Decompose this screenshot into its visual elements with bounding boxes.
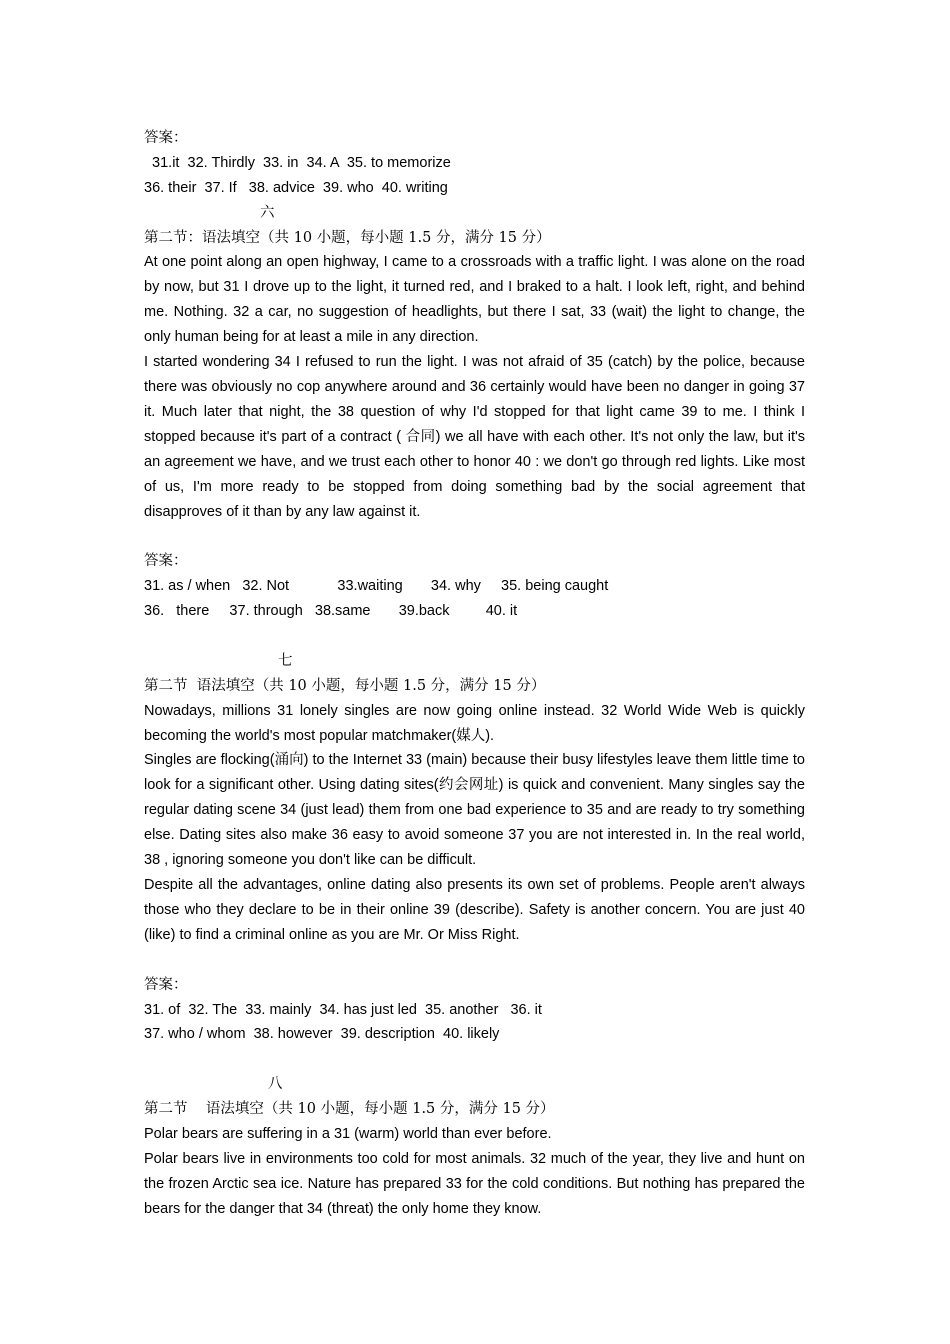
document-body: [144, 126, 805, 1222]
answer-line: 37. who / whom 38. however 39. description 40. likely: [144, 1026, 500, 1043]
paragraph: Despite all the advantages, online dating also presents its own set of problems. People aren't always those who they declare to be in their online 39 (describe). Safety is another concern. You are just 40 (like) to find a criminal online as you are Mr. Or Miss Right.: [144, 877, 805, 943]
section-numeral: 八: [268, 1076, 283, 1093]
section-heading: 第二节 语法填空（共 10 小题，每小题 1.5 分，满分 15 分）: [144, 677, 546, 694]
paragraph: At one point along an open highway, I came to a crossroads with a traffic light. I was alone on the road by now, but 31 I drove up to the light, it turned red, and I braked to a halt. I look left, right, and behind me. Nothing. 32 a car, no suggestion of headlights, but there I sat, 33 (wait) the light to change, the only human being for at least a mile in any direction.: [144, 254, 805, 346]
answer-label: 答案：: [144, 976, 188, 993]
answer-line: 31.it 32. Thirdly 33. in 34. A 35. to memorize: [144, 154, 451, 171]
answer-line: 31. as / when 32. Not 33.waiting 34. why 35. being caught: [144, 578, 609, 595]
answer-line: 36. there 37. through 38.same 39.back 40. it: [144, 603, 518, 620]
spacer: [144, 524, 805, 549]
paragraph: Polar bears live in environments too cold for most animals. 32 much of the year, they live and hunt on the frozen Arctic sea ice. Nature has prepared 33 for the cold conditions. But nothing has prepared the bears for the danger that 34 (threat) the only home they know.: [144, 1150, 805, 1217]
section-numeral: 六: [260, 204, 275, 221]
answer-label: 答案：: [144, 130, 188, 146]
answer-line: 31. of 32. The 33. mainly 34. has just led 35. another 36. it: [144, 1001, 542, 1018]
spacer: [144, 624, 805, 649]
paragraph: I started wondering 34 I refused to run the light. I was not afraid of 35 (catch) by the police, because there was obviously no cop anywhere around and 36 certainly would have been no danger in going 37 it. Much later that night, the 38 question of why I'd stopped for that light came 39 to me. I think I stopped because it's part of a contract ( 合同) we all have with each other. It's not only the law, but it's an agreement we have, and we trust each other to honor 40 : we don't go through red lights. Like most of us, I'm more ready to be stopped from doing something bad by the social agreement that disapproves of it than by any law against it.: [144, 354, 805, 520]
paragraph: Polar bears are suffering in a 31 (warm) world than ever before.: [144, 1125, 552, 1142]
answer-line: 36. their 37. If 38. advice 39. who 40. writing: [144, 179, 448, 196]
section-numeral: 七: [278, 652, 293, 669]
paragraph: Nowadays, millions 31 lonely singles are now going online instead. 32 World Wide Web is quickly becoming the world's most popular matchmaker(媒人).: [144, 702, 805, 744]
paragraph: Singles are flocking(涌向) to the Internet 33 (main) because their busy lifestyles leave them little time to look for a significant other. Using dating sites(约会网址) is quick and convenient. Many singles say the regular dating scene 34 (just lead) them from one bad experience to 35 and are ready to try something else. Dating sites also make 36 easy to avoid someone 37 you are not interested in. In the real world, 38 , ignoring someone you don't like can be difficult.: [144, 752, 805, 869]
spacer: [144, 1047, 805, 1072]
spacer: [144, 948, 805, 973]
section-heading: 第二节：语法填空（共 10 小题，每小题 1.5 分，满分 15 分）: [144, 229, 551, 246]
section-heading: 第二节 语法填空（共 10 小题，每小题 1.5 分，满分 15 分）: [144, 1101, 555, 1118]
answer-label: 答案：: [144, 553, 188, 570]
